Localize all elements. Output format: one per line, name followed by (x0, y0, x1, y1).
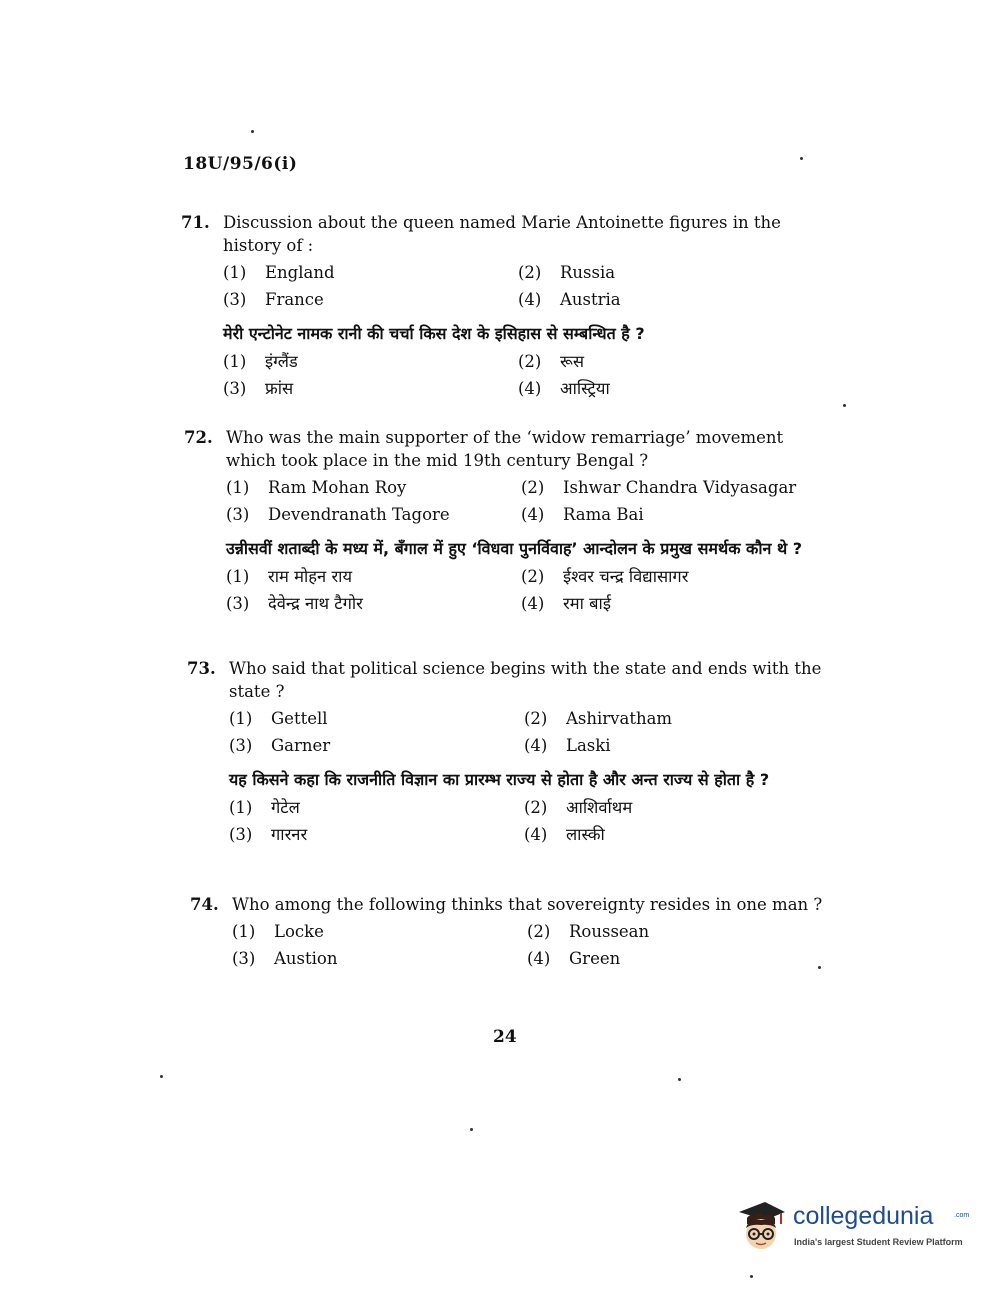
option-2: (2) Ishwar Chandra Vidyasagar (521, 478, 797, 497)
option-2: (2) Russia (518, 263, 616, 282)
scan-speck (843, 404, 846, 407)
question-72 (184, 426, 834, 615)
scan-speck (160, 1075, 163, 1078)
question-number: 73. (187, 659, 216, 678)
options-english (223, 261, 831, 311)
option-4-hindi: (4) आस्ट्रिया (518, 379, 610, 398)
option-2-hindi: (2) आशिर्वाथम (524, 798, 633, 817)
scan-speck (678, 1078, 681, 1081)
option-1-hindi: (1) राम मोहन राय (226, 567, 353, 586)
option-1: (1) England (223, 263, 335, 282)
question-73 (187, 657, 837, 846)
scan-speck (818, 966, 821, 969)
option-1: (1) Ram Mohan Roy (226, 478, 407, 497)
option-2-hindi: (2) रूस (518, 352, 584, 371)
option-1: (1) Locke (232, 922, 324, 941)
option-1-hindi: (1) इंग्लैंड (223, 352, 298, 371)
options-hindi (226, 565, 834, 615)
option-1: (1) Gettell (229, 709, 328, 728)
option-4-hindi: (4) लास्की (524, 825, 605, 844)
scan-speck (800, 157, 803, 160)
question-71 (181, 211, 831, 400)
option-3: (3) Austion (232, 949, 338, 968)
paper-code: 18U/95/6(i) (183, 154, 298, 174)
logo-tagline: India's largest Student Review Platform (794, 1237, 963, 1247)
option-3: (3) Devendranath Tagore (226, 505, 450, 524)
question-74 (190, 893, 840, 970)
options-hindi (229, 796, 837, 846)
question-text-hindi: यह किसने कहा कि राजनीति विज्ञान का प्रारम्भ राज्य से होता है और अन्त राज्य से होता है ? (229, 770, 770, 789)
option-4: (4) Rama Bai (521, 505, 644, 524)
scan-speck (750, 1275, 753, 1278)
option-2: (2) Roussean (527, 922, 650, 941)
options-english (232, 920, 840, 970)
option-3-hindi: (3) फ्रांस (223, 379, 294, 398)
option-4: (4) Laski (524, 736, 611, 755)
question-text: Who was the main supporter of the ‘widow remarriage’ movement which took place in the mid 19th century Bengal ? (226, 428, 784, 470)
option-3-hindi: (3) गारनर (229, 825, 308, 844)
question-number: 72. (184, 428, 213, 447)
logo-name: collegedunia (793, 1202, 934, 1230)
option-4: (4) Green (527, 949, 621, 968)
option-2-hindi: (2) ईश्वर चन्द्र विद्यासागर (521, 567, 689, 586)
option-2: (2) Ashirvatham (524, 709, 673, 728)
question-number: 71. (181, 213, 210, 232)
page-number: 24 (493, 1027, 517, 1047)
mascot-icon (735, 1194, 790, 1260)
options-english (226, 476, 834, 526)
option-3-hindi: (3) देवेन्द्र नाथ टैगोर (226, 594, 363, 613)
option-3: (3) Garner (229, 736, 331, 755)
options-hindi (223, 350, 831, 400)
option-3: (3) France (223, 290, 324, 309)
question-text-hindi: उन्नीसवीं शताब्दी के मध्य में, बँगाल में हुए ‘विधवा पुनर्विवाह’ आन्दोलन के प्रमुख समर्थक कौन थे ? (226, 539, 803, 558)
option-4-hindi: (4) रमा बाई (521, 594, 611, 613)
scan-speck (470, 1128, 473, 1131)
collegedunia-watermark (735, 1194, 970, 1264)
question-text-hindi: मेरी एन्टोनेट नामक रानी की चर्चा किस देश के इसिहास से सम्बन्धित है ? (223, 324, 645, 343)
question-text: Discussion about the queen named Marie Antoinette figures in the history of : (223, 213, 781, 255)
question-text: Who among the following thinks that sovereignty resides in one man ? (232, 895, 823, 914)
options-english (229, 707, 837, 757)
question-number: 74. (190, 895, 219, 914)
logo-suffix: .com (954, 1212, 970, 1219)
question-text: Who said that political science begins with the state and ends with the state ? (229, 659, 822, 701)
scan-speck (251, 130, 254, 133)
option-4: (4) Austria (518, 290, 621, 309)
option-1-hindi: (1) गेटेल (229, 798, 300, 817)
